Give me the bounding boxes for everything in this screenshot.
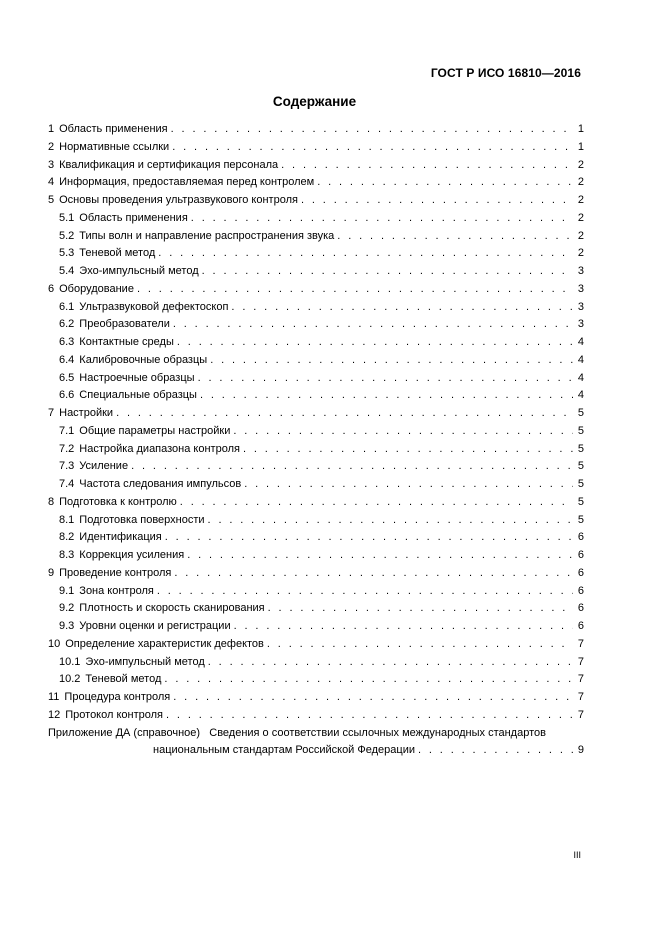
toc-entry-label: Процедура контроля <box>64 691 171 703</box>
leader-dots <box>172 139 573 157</box>
toc-entry <box>48 352 584 370</box>
toc-entry <box>48 334 584 352</box>
toc-entry <box>48 671 584 689</box>
toc-entry-page-number: 7 <box>577 637 584 650</box>
toc-entry-label: Проведение контроля <box>59 566 172 579</box>
toc-entry-label: Теневой метод <box>85 673 162 686</box>
toc-entry <box>48 387 584 405</box>
toc-entry-number: 6.5 <box>59 371 75 384</box>
toc-entry-label: Квалификация и сертификация персонала <box>59 158 279 171</box>
toc-entry-number: 8.2 <box>59 531 75 544</box>
toc-entry <box>48 476 584 494</box>
toc-entry-page-number: 2 <box>577 247 584 260</box>
toc-entry <box>48 458 584 476</box>
toc-entry-number: 6.4 <box>59 353 75 366</box>
toc-entry-number: 11 <box>48 691 60 703</box>
leader-dots <box>166 707 573 725</box>
toc-entry-page-number: 4 <box>577 371 584 384</box>
leader-dots <box>198 370 573 388</box>
leader-dots <box>208 654 573 672</box>
toc-entry-label: Основы проведения ультразвукового контроля <box>59 194 298 206</box>
toc-entry-number: 6.2 <box>59 318 75 331</box>
toc-entry-label: Зона контроля <box>79 584 154 597</box>
leader-dots <box>244 476 573 494</box>
toc-entry <box>48 370 584 388</box>
toc-entry <box>48 405 584 423</box>
toc-entry <box>48 441 584 459</box>
leader-dots <box>165 529 573 547</box>
toc-entry-number: 2 <box>48 140 55 153</box>
toc-entry-label: Подготовка поверхности <box>79 513 205 526</box>
toc-entry-label: Специальные образцы <box>79 389 197 402</box>
toc-entry-page-number: 7 <box>577 673 584 686</box>
toc-entry-number: 6.6 <box>59 389 75 402</box>
toc-entry-number: 9 <box>48 566 55 579</box>
leader-dots <box>173 316 573 334</box>
toc-entry-label: Эхо-импульсный метод <box>85 655 205 668</box>
toc-entry-page-number: 2 <box>577 229 584 242</box>
toc-entry <box>48 707 584 725</box>
appendix-page-number: 9 <box>577 744 584 757</box>
leader-dots <box>337 228 573 246</box>
toc-entry-number: 6 <box>48 282 55 295</box>
toc-entry-number: 6.3 <box>59 336 75 348</box>
toc-entry-number: 7.2 <box>59 442 75 455</box>
leader-dots <box>234 618 573 636</box>
toc-entry-number: 10.1 <box>59 655 81 668</box>
toc-entry-number: 5.3 <box>59 247 75 260</box>
leader-dots <box>208 512 573 530</box>
toc-entry-label: Усиление <box>79 460 129 473</box>
leader-dots <box>202 263 573 281</box>
toc-entry-page-number: 6 <box>577 602 584 615</box>
toc-entry <box>48 423 584 441</box>
toc-entry-label: Теневой метод <box>79 247 156 260</box>
leader-dots <box>210 352 573 370</box>
toc-entry <box>48 600 584 618</box>
toc-entry <box>48 174 584 192</box>
toc-appendix-entry <box>48 725 584 761</box>
toc-entry-label: Настроечные образцы <box>79 371 195 384</box>
toc-entry-label: Область применения <box>79 211 188 224</box>
toc-entry <box>48 245 584 263</box>
toc-entry-label: Ультразвуковой дефектоскоп <box>79 300 229 313</box>
leader-dots <box>158 245 573 263</box>
toc-entry-page-number: 2 <box>577 211 584 224</box>
toc-entry-page-number: 6 <box>577 549 584 561</box>
toc-entry-label: Нормативные ссылки <box>59 140 170 153</box>
toc-entry-number: 3 <box>48 158 55 171</box>
toc-entry <box>48 281 584 299</box>
toc-entry-number: 9.2 <box>59 602 75 615</box>
leader-dots <box>174 565 573 583</box>
toc-entry <box>48 299 584 317</box>
table-of-contents <box>48 121 584 760</box>
toc-entry-number: 12 <box>48 708 61 721</box>
leader-dots <box>301 192 573 210</box>
toc-entry-number: 5.1 <box>59 211 75 224</box>
toc-entry-label: Общие параметры настройки <box>79 424 231 437</box>
leader-dots <box>131 458 573 476</box>
toc-rows <box>48 121 584 725</box>
toc-entry-number: 7.4 <box>59 478 75 490</box>
page-title: Содержание <box>272 94 357 109</box>
toc-entry-number: 8.1 <box>59 513 75 526</box>
toc-entry <box>48 512 584 530</box>
toc-entry-page-number: 5 <box>577 478 584 490</box>
toc-entry-label: Калибровочные образцы <box>79 353 208 366</box>
toc-entry-label: Настройка диапазона контроля <box>79 442 240 455</box>
leader-dots <box>200 387 573 405</box>
toc-entry-label: Информация, предоставляемая перед контролем <box>59 176 315 189</box>
toc-entry-label: Определение характеристик дефектов <box>65 637 264 650</box>
toc-entry-label: Эхо-импульсный метод <box>79 265 199 277</box>
toc-entry-page-number: 4 <box>577 336 584 348</box>
toc-entry-page-number: 6 <box>577 531 584 544</box>
toc-entry-page-number: 3 <box>577 300 584 313</box>
leader-dots <box>173 689 573 707</box>
toc-entry-label: Уровни оценки и регистрации <box>79 620 231 632</box>
document-header: ГОСТ Р ИСО 16810—2016 <box>430 66 581 80</box>
toc-entry-page-number: 6 <box>577 566 584 579</box>
appendix-title-part2: национальным стандартам Российской Федерации <box>153 744 415 757</box>
toc-entry-page-number: 3 <box>577 282 584 295</box>
toc-entry-number: 9.3 <box>59 620 75 632</box>
toc-entry-page-number: 7 <box>577 655 584 668</box>
toc-entry-label: Преобразователи <box>79 318 170 331</box>
appendix-line2 <box>48 742 584 760</box>
toc-entry-number: 7.1 <box>59 424 75 437</box>
toc-entry-label: Плотность и скорость сканирования <box>79 602 265 615</box>
toc-entry-label: Оборудование <box>59 282 134 295</box>
toc-entry <box>48 654 584 672</box>
toc-entry <box>48 192 584 210</box>
toc-entry-number: 10 <box>48 637 61 650</box>
toc-entry-number: 9.1 <box>59 584 75 597</box>
toc-entry <box>48 565 584 583</box>
toc-entry-page-number: 4 <box>577 389 584 402</box>
leader-dots <box>191 210 573 228</box>
toc-entry-label: Область применения <box>59 123 168 135</box>
appendix-line1 <box>48 725 584 743</box>
leader-dots <box>233 423 573 441</box>
leader-dots <box>164 671 573 689</box>
toc-entry-label: Настройки <box>59 407 114 419</box>
toc-entry-page-number: 1 <box>577 140 584 153</box>
leader-dots <box>268 600 573 618</box>
toc-entry-label: Коррекция усиления <box>79 549 185 561</box>
toc-entry-page-number: 2 <box>577 194 584 206</box>
toc-entry-page-number: 5 <box>577 407 584 419</box>
leader-dots <box>137 281 573 299</box>
toc-entry-page-number: 7 <box>577 708 584 721</box>
toc-entry-page-number: 5 <box>577 495 584 508</box>
toc-entry-number: 1 <box>48 123 55 135</box>
toc-entry-page-number: 3 <box>577 318 584 331</box>
leader-dots <box>243 441 573 459</box>
toc-entry <box>48 121 584 139</box>
toc-entry-label: Контактные среды <box>79 336 174 348</box>
toc-entry <box>48 689 584 707</box>
toc-entry-number: 10.2 <box>59 673 81 686</box>
toc-entry-page-number: 2 <box>577 158 584 171</box>
leader-dots <box>267 636 573 654</box>
leader-dots <box>187 547 573 565</box>
toc-entry <box>48 636 584 654</box>
toc-entry-page-number: 7 <box>577 691 584 703</box>
toc-entry <box>48 583 584 601</box>
toc-entry <box>48 618 584 636</box>
toc-entry-page-number: 6 <box>577 584 584 597</box>
leader-dots <box>177 334 573 352</box>
toc-entry-page-number: 2 <box>577 176 584 189</box>
toc-entry-label: Подготовка к контролю <box>59 495 177 508</box>
toc-entry <box>48 529 584 547</box>
page-number-footer: III <box>573 850 581 860</box>
toc-entry <box>48 139 584 157</box>
toc-entry-page-number: 5 <box>577 442 584 455</box>
toc-entry-page-number: 6 <box>577 620 584 632</box>
toc-entry-label: Частота следования импульсов <box>79 478 242 490</box>
leader-dots <box>171 121 573 139</box>
toc-entry-number: 4 <box>48 176 55 189</box>
toc-entry-number: 8 <box>48 495 55 508</box>
toc-entry-page-number: 1 <box>577 123 584 135</box>
appendix-prefix: Приложение ДА (справочное) <box>48 726 201 739</box>
leader-dots <box>116 405 573 423</box>
toc-entry-number: 8.3 <box>59 549 75 561</box>
toc-entry-label: Протокол контроля <box>65 708 164 721</box>
toc-entry <box>48 228 584 246</box>
toc-entry-number: 5.4 <box>59 265 75 277</box>
leader-dots <box>418 742 573 760</box>
leader-dots <box>157 583 573 601</box>
toc-entry <box>48 316 584 334</box>
toc-entry <box>48 157 584 175</box>
leader-dots <box>317 174 573 192</box>
leader-dots <box>180 494 573 512</box>
toc-entry <box>48 263 584 281</box>
appendix-title-part1: Сведения о соответствии ссылочных международных стандартов <box>209 726 546 739</box>
leader-dots <box>281 157 573 175</box>
toc-entry-number: 5 <box>48 194 55 206</box>
toc-entry-number: 7 <box>48 407 55 419</box>
toc-entry-page-number: 5 <box>577 513 584 526</box>
toc-entry-label: Идентификация <box>79 531 162 544</box>
toc-entry-label: Типы волн и направление распространения звука <box>79 229 335 242</box>
toc-entry-page-number: 5 <box>577 424 584 437</box>
toc-entry-page-number: 4 <box>577 353 584 366</box>
toc-entry-number: 5.2 <box>59 229 75 242</box>
toc-entry <box>48 494 584 512</box>
toc-entry <box>48 547 584 565</box>
toc-entry-number: 7.3 <box>59 460 75 473</box>
toc-entry-page-number: 5 <box>577 460 584 473</box>
toc-entry-number: 6.1 <box>59 300 75 313</box>
leader-dots <box>231 299 573 317</box>
toc-entry <box>48 210 584 228</box>
toc-entry-page-number: 3 <box>577 265 584 277</box>
